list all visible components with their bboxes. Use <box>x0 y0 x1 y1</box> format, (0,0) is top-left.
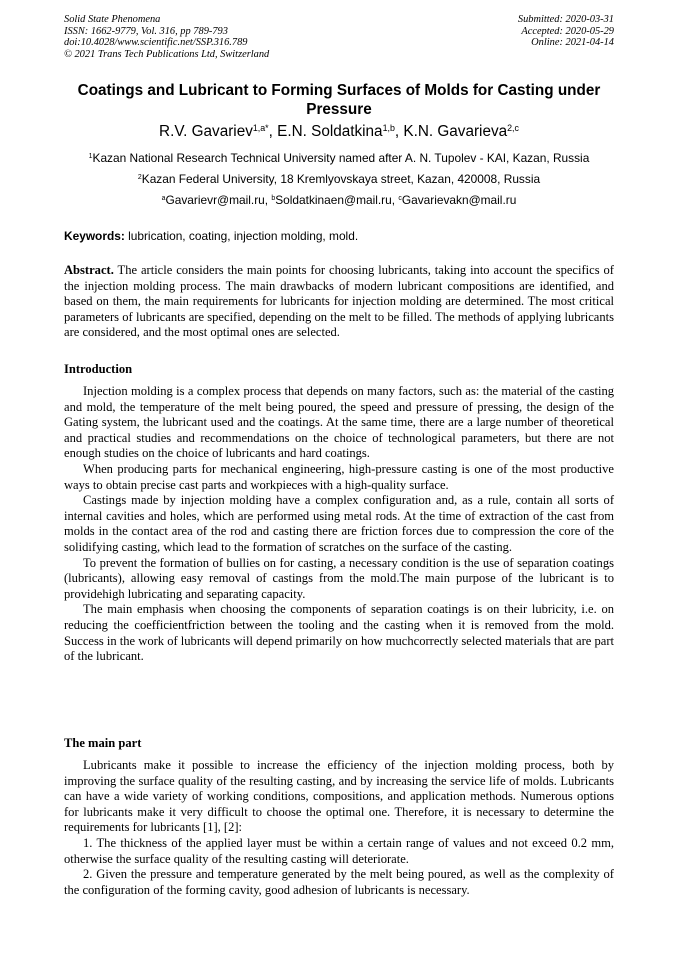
issn-volume-pages: ISSN: 1662-9779, Vol. 316, pp 789-793 <box>64 25 228 37</box>
section-main-part-body <box>64 758 614 898</box>
doi-link[interactable]: doi:10.4028/www.scientific.net/SSP.316.789 <box>64 37 248 49</box>
keywords-text: lubrication, coating, injection molding, mold. <box>128 229 359 243</box>
author-affiliation-mark: 2,c <box>507 123 519 134</box>
paragraph: The main emphasis when choosing the components of separation coatings is on their lubricity, i.e. on reducing the coefficientfriction between the tooling and the casting when it is removed from the mold. Success in the work of lubricants will depend primarily on how muchcorrectly selected materials that are part of the lubricant. <box>64 602 614 664</box>
affiliation-text: Kazan Federal University, 18 Kremlyovskaya street, Kazan, 420008, Russia <box>141 172 541 186</box>
email-list: $^a$Gavarievr@mail.ru, $^b$Soldatkinaen@mail.ru, $^c$Gavarievakn@mail.ru <box>161 193 517 207</box>
email-link[interactable]: Gavarievr@mail.ru <box>165 193 265 207</box>
copyright: © 2021 Trans Tech Publications Ltd, Switzerland <box>64 48 270 60</box>
section-heading-main-part: The main part <box>64 736 142 750</box>
abstract <box>64 263 614 341</box>
list-item: 2. Given the pressure and temperature generated by the melt being poured, as well as the complexity of the configuration of the forming cavity, good adhesion of lubricants is necessary. <box>64 867 614 897</box>
online-date: Online: 2021-04-14 <box>531 37 614 49</box>
affiliation-mark: 2 <box>137 174 142 182</box>
publication-dates <box>518 14 614 49</box>
author-list: R.V. Gavariev$^{1,a*}$, E.N. Soldatkina$^{1,b}$, K.N. Gavarieva$^{2,c}$ <box>159 123 519 140</box>
affiliation <box>30 151 648 165</box>
author-affiliation-mark: 1,b <box>382 123 395 134</box>
abstract-label: Abstract. <box>64 263 114 277</box>
section-heading-introduction: Introduction <box>64 362 133 376</box>
author-name: R.V. Gavariev <box>159 123 253 140</box>
list-item: 1. The thickness of the applied layer must be within a certain range of values and not exceed 0.2 mm, otherwise the surface quality of the resulting casting will deteriorate. <box>64 835 614 866</box>
keywords <box>64 229 624 243</box>
author-name: K.N. Gavarieva <box>403 123 508 140</box>
submitted-date: Submitted: 2020-03-31 <box>517 14 614 25</box>
paragraph: Lubricants make it possible to increase the efficiency of the injection molding process, both by improving the surface quality of the resulting casting, and by increasing the service life of molds. Lubricants can have a wide variety of working conditions, compositions, and application methods. Numerous options for lubricants make it very difficult to choose the optimal one. Therefore, it is necessary to determine the requirements for lubricants [1], [2]: <box>64 758 614 835</box>
keywords-label: Keywords: <box>64 229 125 243</box>
author-name: E.N. Soldatkina <box>277 123 383 140</box>
email-mark: c <box>398 195 402 203</box>
author-affiliation-mark: 1,a* <box>252 123 269 134</box>
affiliation-text: Kazan National Research Technical University named after A. N. Tupolev - KAI, Kazan, Russia <box>92 151 590 165</box>
paragraph: When producing parts for mechanical engineering, high-pressure casting is one of the most productive ways to obtain precise cast parts and workpieces with a high-quality surface. <box>64 461 614 492</box>
journal-info <box>64 14 269 60</box>
paragraph: Castings made by injection molding have a complex configuration and, as a rule, contain all sorts of internal cavities and holes, which are performed using metal rods. At the time of extraction of the cast from molds in the contact area of the rod and casting there are friction forces due to compression the core of the solidifying casting, which lead to the formation of scratches on the surface of the casting. <box>64 493 614 554</box>
accepted-date: Accepted: 2020-05-29 <box>521 25 614 37</box>
email-link[interactable]: Soldatkinaen@mail.ru <box>275 193 392 207</box>
affiliation <box>30 172 648 186</box>
journal-name: Solid State Phenomena <box>64 14 161 25</box>
affiliation-mark: 1 <box>88 153 93 161</box>
email-mark: b <box>271 195 276 203</box>
email-mark: a <box>161 195 166 203</box>
abstract-text: The article considers the main points for choosing lubricants, taking into account the specifics of the injection molding process. The main drawbacks of modern lubricant compositions are identified, and based on them, the main requirements for lubricants for injection molding are determined. The most critical parameters of lubricants are specified, depending on the melt to be filled. The methods of applying lubricants are considered, and the most optimal ones are selected. <box>64 263 614 340</box>
section-introduction-body <box>64 384 614 665</box>
email-link[interactable]: Gavarievakn@mail.ru <box>401 193 517 207</box>
paragraph: Injection molding is a complex process that depends on many factors, such as: the material of the casting and mold, the temperature of the melt being poured, the speed and pressure of pressing, the design of the Gating system, the lubricant used and the coatings. At the same time, there are a large number of theoretical and practical studies and recommendations on the choice of technological parameters, but there are not enough studies on the choice of lubricants and hard coatings. <box>64 384 614 461</box>
paper-title: Coatings and Lubricant to Forming Surfaces of Molds for Casting under Pressure <box>77 82 601 118</box>
paragraph: To prevent the formation of bullies on for casting, a necessary condition is the use of separation coatings (lubricants), allowing easy removal of castings from the mold.The main purpose of the lubricant is to providehigh lubricating and separating capacity. <box>64 555 614 601</box>
